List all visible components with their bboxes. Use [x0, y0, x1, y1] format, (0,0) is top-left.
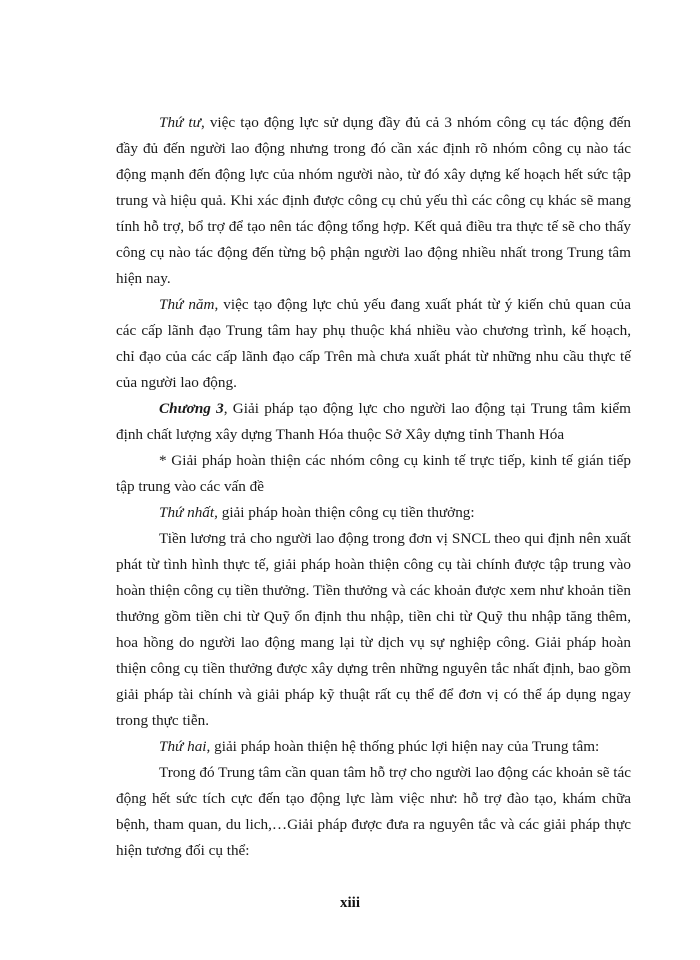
document-body: [116, 110, 631, 864]
paragraph-trong-do: [116, 760, 631, 864]
paragraph-text: , giải pháp hoàn thiện hệ thống phúc lợi hiện nay của Trung tâm:: [206, 738, 600, 755]
paragraph-tien-luong: [116, 526, 631, 734]
paragraph-thu-nam: [116, 292, 631, 396]
paragraph-lead: Thứ tư: [159, 114, 201, 131]
paragraph-lead: Thứ nhất: [159, 504, 215, 521]
paragraph-lead: Thứ năm: [159, 296, 215, 313]
paragraph-thu-nhat: [116, 500, 631, 526]
paragraph-text: , việc tạo động lực sử dụng đầy đủ cả 3 nhóm công cụ tác động đến đầy đủ đến người lao động nhưng trong đó cần xác định rõ nhóm công cụ nào tác động mạnh đến động lực của nhóm người nào, từ đó xây dựng kế hoạch hết sức tập trung và hiệu quả. Khi xác định được công cụ chủ yếu thì các công cụ khác sẽ mang tính hỗ trợ, bổ trợ để tạo nên tác động tổng hợp. Kết quả điều tra thực tế sẽ cho thấy công cụ nào tác động đến từng bộ phận người lao động nhiều nhất trong Trung tâm hiện nay.: [116, 114, 631, 287]
paragraph-text: , giải pháp hoàn thiện công cụ tiền thưởng:: [214, 504, 475, 521]
paragraph-chuong-3: [116, 396, 631, 448]
paragraph-text: Trong đó Trung tâm cần quan tâm hỗ trợ cho người lao động các khoản sẽ tác động hết sức tích cực đến tạo động lực làm việc như: hỗ trợ đào tạo, khám chữa bệnh, tham quan, du lich,…Giải pháp được đưa ra nguyên tắc và các giải pháp thực hiện tương đối cụ thể:: [116, 764, 631, 859]
chapter-heading-lead: Chương 3: [159, 400, 224, 417]
page-number: xiii: [339, 895, 360, 911]
paragraph-text: , Giải pháp tạo động lực cho người lao động tại Trung tâm kiểm định chất lượng xây dựng Thanh Hóa thuộc Sở Xây dựng tỉnh Thanh Hóa: [116, 400, 631, 443]
paragraph-text: , việc tạo động lực chủ yếu đang xuất phát từ ý kiến chủ quan của các cấp lãnh đạo Trung tâm hay phụ thuộc khá nhiều vào chương trình, kế hoạch, chỉ đạo của các cấp lãnh đạo cấp Trên mà chưa xuất phát từ những nhu cầu thực tế của người lao động.: [116, 296, 632, 391]
paragraph-text: Tiền lương trả cho người lao động trong đơn vị SNCL theo qui định nên xuất phát từ tình hình thực tế, giải pháp hoàn thiện công cụ tài chính được tập trung vào hoàn thiện công cụ tiền thưởng. Tiền thưởng và các khoản được xem như khoản tiền thưởng gồm tiền chi từ Quỹ ổn định thu nhập, tiền chi từ Quỹ thu nhập tăng thêm, hoa hồng do người lao động mang lại từ dịch vụ sự nghiệp công. Giải pháp hoàn thiện công cụ tiền thưởng được xây dựng trên những nguyên tắc nhất định, bao gồm giải pháp tài chính và giải pháp kỹ thuật rất cụ thể để đơn vị có thể áp dụng ngay trong thực tiễn.: [116, 530, 631, 729]
paragraph-thu-tu: [116, 110, 631, 292]
paragraph-thu-hai: [116, 734, 631, 760]
paragraph-text: * Giải pháp hoàn thiện các nhóm công cụ kinh tế trực tiếp, kinh tế gián tiếp tập trung vào các vấn đề: [116, 452, 631, 495]
paragraph-bullet-solutions: [116, 448, 631, 500]
paragraph-lead: Thứ hai: [159, 738, 207, 755]
